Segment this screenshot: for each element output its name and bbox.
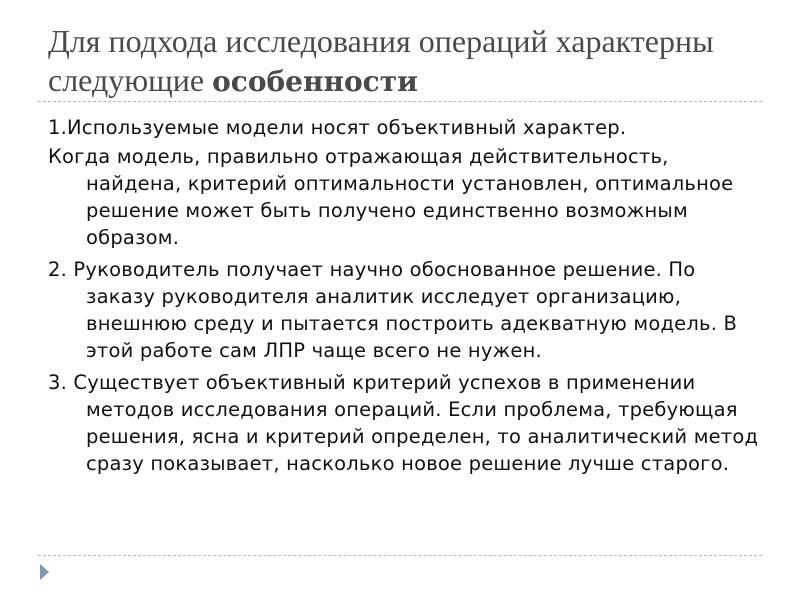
slide-title-bold: особенности bbox=[212, 65, 418, 98]
paragraph-1: 1.Используемые модели носят объективный характер. bbox=[48, 116, 627, 139]
slide-body bbox=[48, 114, 768, 482]
slide-title bbox=[48, 22, 768, 101]
paragraph-3: 2. Руководитель получает научно обоснованное решение. По заказу руководителя аналитик исследует организацию, внешнюю среду и пытается построить адекватную модель. В этой работе сам ЛПР чаще всего не нужен. bbox=[48, 258, 738, 362]
triangle-right-icon[interactable] bbox=[40, 564, 49, 580]
paragraph-4: 3. Существует объективный критерий успехов в применении методов исследования операций. Если проблема, требующая решения, ясна и критерий определен, то аналитический метод сразу показывает, насколько новое решение лучше старого. bbox=[48, 371, 759, 475]
slide-title-regular: Для подхода исследования операций характерны следующие bbox=[48, 23, 714, 98]
footer-divider bbox=[38, 555, 762, 556]
paragraph-2: Когда модель, правильно отражающая действительность, найдена, критерий оптимальности установлен, оптимальное решение может быть получено единственно возможным образом. bbox=[48, 145, 734, 249]
title-divider bbox=[38, 101, 762, 102]
